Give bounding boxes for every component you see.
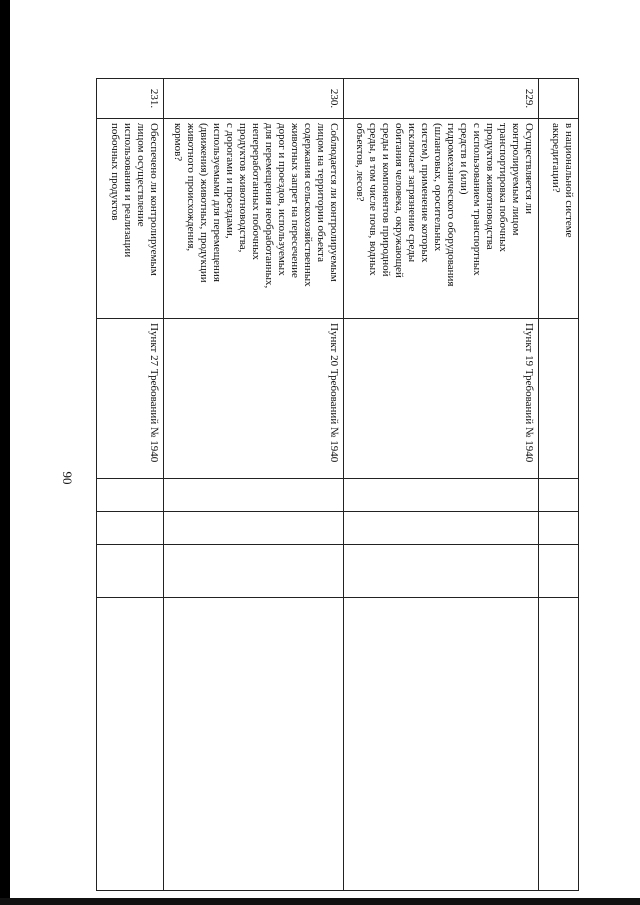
table-row <box>164 79 344 891</box>
answer-cell-yes <box>539 479 579 512</box>
notes-cell <box>97 598 164 891</box>
answer-cell-yes <box>164 479 344 512</box>
row-number: 230. <box>164 79 344 119</box>
row-question: Обеспечено ли контролируемым лицом осуществление использования и реализации побочных продуктов <box>97 119 164 319</box>
row-reference <box>539 319 579 479</box>
answer-cell-no <box>344 512 539 545</box>
answer-cell-na <box>97 545 164 598</box>
notes-cell <box>539 598 579 891</box>
table-row <box>97 79 164 891</box>
answer-cell-na <box>344 545 539 598</box>
table-row <box>539 79 579 891</box>
answer-cell-yes <box>97 479 164 512</box>
row-question: Осуществляется ли контролируемым лицом транспортировка побочных продуктов животноводства с использованием транспортных средств и (или) гидромеханического оборудования (шланговых, оросительных систем), применение которых исключает загрязнение среды обитания человека, окружающей среды и компонентов природной среды, в том числе почв, водных объектов, лесов? <box>344 119 539 319</box>
row-number <box>539 79 579 119</box>
answer-cell-na <box>539 545 579 598</box>
page-number: 90 <box>60 471 75 485</box>
row-number: 231. <box>97 79 164 119</box>
answer-cell-no <box>164 512 344 545</box>
row-reference: Пункт 20 Требований № 1940 <box>164 319 344 479</box>
row-question: в национальной системе аккредитации? <box>539 119 579 319</box>
notes-cell <box>344 598 539 891</box>
answer-cell-no <box>539 512 579 545</box>
row-question: Соблюдается ли контролируемым лицом на территории объекта содержания сельскохозяйственных животных запрет на пересечение дорог и проездов, используемых для перемещения необработанных, непереработанных побочных продуктов животноводства, с дорогами и проездами, используемыми для перемещения (движения) животных, продукции животного происхождения, кормов? <box>164 119 344 319</box>
notes-cell <box>164 598 344 891</box>
row-reference: Пункт 19 Требований № 1940 <box>344 319 539 479</box>
table-rotator <box>97 78 579 890</box>
scan-edge-bottom <box>0 898 640 905</box>
answer-cell-yes <box>344 479 539 512</box>
answer-cell-na <box>164 545 344 598</box>
scan-edge-left <box>0 0 10 905</box>
row-number: 229. <box>344 79 539 119</box>
checklist-table <box>96 78 579 891</box>
row-reference: Пункт 27 Требований № 1940 <box>97 319 164 479</box>
table-row <box>344 79 539 891</box>
answer-cell-no <box>97 512 164 545</box>
checklist-table-area <box>97 78 579 890</box>
